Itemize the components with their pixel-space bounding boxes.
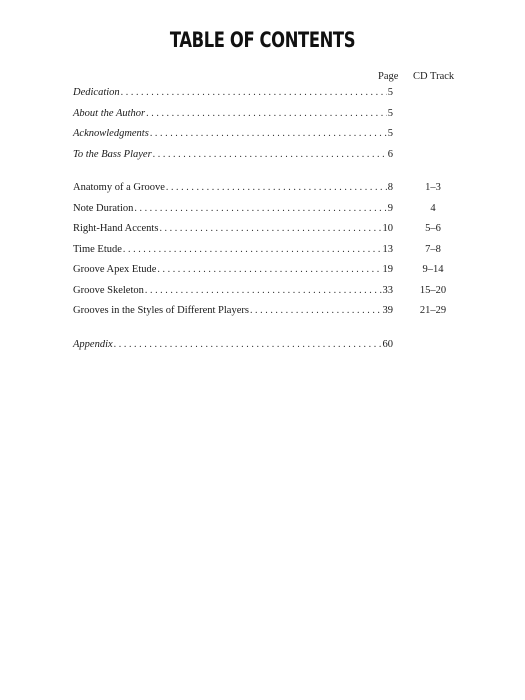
toc-entry-page: 5 — [387, 87, 393, 98]
toc-entry-page: 39 — [382, 305, 393, 316]
toc-entry-label: About the Author — [73, 108, 146, 119]
leader-dots — [153, 148, 387, 162]
leader-dots — [123, 243, 382, 257]
toc-entry-groove-skeleton[interactable] — [73, 284, 393, 298]
leader-dots — [159, 222, 381, 236]
toc-entry-page: 13 — [382, 244, 393, 255]
toc-entry-page: 6 — [387, 149, 393, 160]
leader-dots — [157, 263, 381, 277]
leader-dots — [166, 181, 387, 195]
toc-entry-page: 5 — [387, 128, 393, 139]
toc-entry-label: Acknowledgments — [73, 128, 149, 139]
cd-track-value: 21–29 — [419, 305, 447, 316]
toc-entry-label: Grooves in the Styles of Different Players — [73, 305, 249, 316]
toc-entry-page: 8 — [387, 182, 393, 193]
leader-dots — [146, 107, 387, 121]
toc-entry-page: 33 — [382, 285, 393, 296]
toc-entry-page: 60 — [382, 339, 393, 350]
leader-dots — [145, 284, 382, 298]
toc-entry-right-hand-accents[interactable] — [73, 222, 393, 236]
leader-dots — [150, 127, 387, 141]
toc-entry-label: Groove Apex Etude — [73, 264, 157, 275]
leader-dots — [114, 338, 382, 352]
cd-track-column-header: CD Track — [413, 71, 455, 82]
toc-entry-label: Right-Hand Accents — [73, 223, 159, 234]
toc-entry-label: Anatomy of a Groove — [73, 182, 165, 193]
cd-track-value: 9–14 — [422, 264, 444, 275]
toc-entry-page: 10 — [382, 223, 393, 234]
toc-entry-page: 5 — [387, 108, 393, 119]
toc-entry-groove-apex-etude[interactable] — [73, 263, 393, 277]
leader-dots — [250, 304, 382, 318]
toc-entry-to-the-bass-player[interactable] — [73, 148, 393, 162]
toc-entry-appendix[interactable] — [73, 338, 393, 352]
page-column-header: Page — [378, 71, 399, 82]
toc-entry-label: Time Etude — [73, 244, 122, 255]
cd-track-value: 7–8 — [425, 244, 441, 255]
cd-track-value: 5–6 — [425, 223, 441, 234]
toc-entry-label: Note Duration — [73, 203, 134, 214]
toc-entry-dedication[interactable] — [73, 86, 393, 100]
cd-track-value: 15–20 — [419, 285, 447, 296]
toc-entry-label: Dedication — [73, 87, 120, 98]
leader-dots — [121, 86, 387, 100]
toc-entry-grooves-in-the-styles[interactable] — [73, 304, 393, 318]
toc-entry-label: To the Bass Player — [73, 149, 152, 160]
toc-entry-page: 9 — [387, 203, 393, 214]
toc-entry-label: Groove Skeleton — [73, 285, 144, 296]
toc-entry-note-duration[interactable] — [73, 202, 393, 216]
cd-track-value: 1–3 — [425, 182, 441, 193]
toc-entry-page: 19 — [382, 264, 393, 275]
toc-entry-label: Appendix — [73, 339, 113, 350]
toc-entry-about-the-author[interactable] — [73, 107, 393, 121]
page-title: TABLE OF CONTENTS — [169, 28, 356, 52]
toc-entry-acknowledgments[interactable] — [73, 127, 393, 141]
toc-entry-time-etude[interactable] — [73, 243, 393, 257]
cd-track-value: 4 — [430, 203, 436, 214]
leader-dots — [134, 202, 386, 216]
toc-entry-anatomy-of-a-groove[interactable] — [73, 181, 393, 195]
